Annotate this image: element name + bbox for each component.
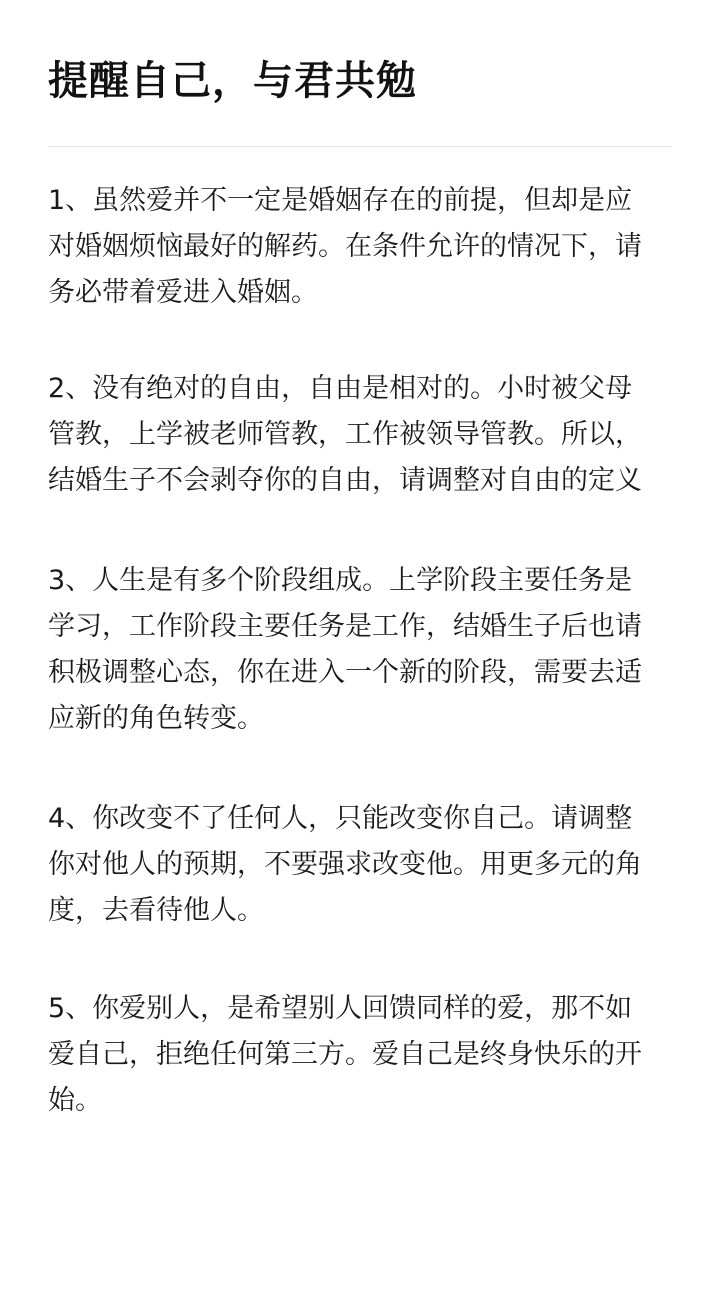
paragraph-line: 度，去看待他人。 [48, 895, 264, 926]
paragraph-3 [48, 558, 678, 742]
paragraph-4 [48, 796, 678, 934]
paragraph-line: 4、你改变不了任何人，只能改变你自己。请调整 [48, 803, 633, 834]
paragraph-line: 对婚姻烦恼最好的解药。在条件允许的情况下，请 [48, 231, 642, 262]
title-divider [48, 146, 672, 147]
paragraph-line: 2、没有绝对的自由，自由是相对的。小时被父母 [48, 373, 633, 404]
paragraph-line: 积极调整心态，你在进入一个新的阶段，需要去适 [48, 657, 642, 688]
paragraph-line: 结婚生子不会剥夺你的自由，请调整对自由的定义 [48, 465, 642, 496]
paragraph-2 [48, 366, 678, 504]
paragraph-1 [48, 178, 678, 316]
paragraph-line: 管教，上学被老师管教，工作被领导管教。所以， [48, 419, 642, 450]
paragraph-line: 爱自己，拒绝任何第三方。爱自己是终身快乐的开 [48, 1039, 642, 1070]
paragraph-line: 3、人生是有多个阶段组成。上学阶段主要任务是 [48, 565, 633, 596]
paragraph-line: 学习，工作阶段主要任务是工作，结婚生子后也请 [48, 611, 642, 642]
paragraph-5 [48, 986, 678, 1124]
paragraph-line: 1、虽然爱并不一定是婚姻存在的前提，但却是应 [48, 185, 633, 216]
paragraph-line: 5、你爱别人，是希望别人回馈同样的爱，那不如 [48, 993, 633, 1024]
page-title: 提醒自己，与君共勉 [48, 58, 417, 104]
paragraph-line: 你对他人的预期，不要强求改变他。用更多元的角 [48, 849, 642, 880]
paragraph-line: 应新的角色转变。 [48, 703, 264, 734]
paragraph-line: 务必带着爱进入婚姻。 [48, 277, 318, 308]
paragraph-line: 始。 [48, 1085, 102, 1116]
